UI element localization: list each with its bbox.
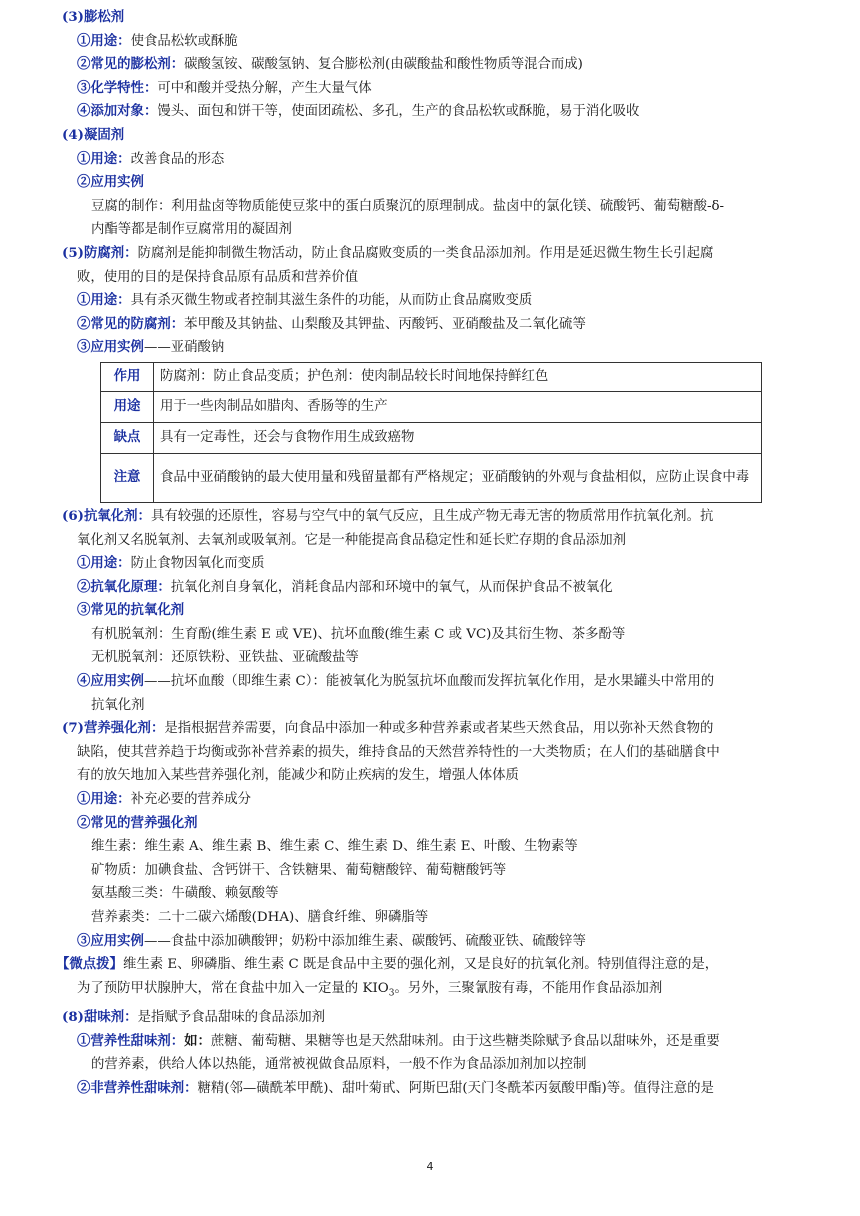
table-value: 食品中亚硝酸钠的最大使用量和残留量都有严格规定；亚硝酸钠的外观与食盐相似，应防止误食中毒 [154, 453, 762, 502]
tip-label: 【微点拨】 [56, 956, 123, 973]
paragraph-line: 有的放矢地加入某些营养强化剂，能减少和防止疾病的发生，增强人体体质 [77, 768, 519, 784]
section-title-coagulant: (4)凝固剂 [62, 126, 125, 143]
paragraph-line: 矿物质：加碘食盐、含钙饼干、含铁糖果、葡萄糖酸锌、葡萄糖酸钙等 [91, 862, 507, 878]
list-item: ①用途：补充必要的营养成分 [77, 791, 252, 808]
table-value: 防腐剂：防止食品变质；护色剂：使肉制品较长时间地保持鲜红色 [154, 362, 762, 391]
paragraph-line: 无机脱氧剂：还原铁粉、亚铁盐、亚硫酸盐等 [91, 650, 359, 666]
table-key: 注意 [101, 453, 154, 502]
paragraph-line: 有机脱氧剂：生育酚(维生素 E 或 VE)、抗坏血酸(维生素 C 或 VC)及其衍生物、茶多酚等 [91, 626, 626, 642]
list-item: ①用途：具有杀灭微生物或者控制其滋生条件的功能，从而防止食品腐败变质 [77, 292, 533, 309]
paragraph-line: 抗氧化剂 [91, 697, 145, 713]
list-item: ②常见的营养强化剂 [77, 814, 198, 831]
paragraph-line: 的营养素，供给人体以热能，通常被视做食品原料，一般不作为食品添加剂加以控制 [91, 1057, 587, 1073]
page-number: 4 [426, 1160, 434, 1173]
list-item: ③应用实例——食盐中添加碘酸钾；奶粉中添加维生素、碳酸钙、硫酸亚铁、硫酸锌等 [77, 932, 586, 949]
table-key: 缺点 [101, 422, 154, 453]
list-item: ①用途：改善食品的形态 [77, 150, 225, 167]
list-item: ④添加对象：馒头、面包和饼干等，使面团疏松、多孔，生产的食品松软或酥脆，易于消化吸收 [77, 103, 640, 120]
paragraph-line: 氧化剂又名脱氧剂、去氧剂或吸氧剂。它是一种能提高食品稳定性和延长贮存期的食品添加剂 [77, 532, 627, 548]
section-title-leavening: (3)膨松剂 [62, 9, 125, 25]
paragraph-line: 内酯等都是制作豆腐常用的凝固剂 [91, 222, 292, 238]
list-item: ③化学特性：可中和酸并受热分解，产生大量气体 [77, 79, 372, 96]
table-key: 作用 [101, 362, 154, 391]
paragraph-line: 豆腐的制作：利用盐卤等物质能使豆浆中的蛋白质聚沉的原理制成。盐卤中的氯化镁、硫酸钙、葡萄糖酸-δ- [91, 198, 725, 214]
paragraph-line: 缺陷，使其营养趋于均衡或弥补营养素的损失，维持食品的天然营养特性的一大类物质；在人们的基础膳食中 [77, 744, 720, 760]
table-row [101, 422, 762, 453]
tip-line: 为了预防甲状腺肿大，常在食盐中加入一定量的 $KIO_3$。另外，三聚氰胺有毒，不能用作食品添加剂 [77, 980, 663, 999]
list-item: ④应用实例——抗坏血酸（即维生素 C）：能被氧化为脱氢抗坏血酸而发挥抗氧化作用，是水果罐头中常用的 [77, 673, 715, 690]
list-item: ③常见的抗氧化剂 [77, 602, 185, 619]
list-item: ②非营养性甜味剂：糖精(邻—磺酰苯甲酰)、甜叶菊甙、阿斯巴甜(天门冬酰苯丙氨酸甲酯)等。值得注意的是 [77, 1079, 714, 1096]
section-title-fortifier: (7)营养强化剂：是指根据营养需要，向食品中添加一种或多种营养素或者某些天然食品，用以弥补天然食物的 [62, 720, 714, 737]
list-item: ②常见的防腐剂：苯甲酸及其钠盐、山梨酸及其钾盐、丙酸钙、亚硝酸盐及二氧化硫等 [77, 315, 586, 332]
list-item: ②应用实例 [77, 174, 144, 191]
section-title-antioxidant: (6)抗氧化剂：具有较强的还原性，容易与空气中的氧气反应，且生成产物无毒无害的物质常用作抗氧化剂。抗 [62, 507, 714, 524]
document-page [56, 6, 802, 1100]
table-row [101, 453, 762, 502]
list-item: ②常见的膨松剂：碳酸氢铵、碳酸氢钠、复合膨松剂(由碳酸盐和酸性物质等混合而成) [77, 56, 583, 73]
list-item: ③应用实例——亚硝酸钠 [77, 339, 225, 356]
table-value: 具有一定毒性，还会与食物作用生成致癌物 [154, 422, 762, 453]
list-item: ①营养性甜味剂：如：蔗糖、葡萄糖、果糖等也是天然甜味剂。由于这些糖类除赋予食品以甜味外，还是重要 [77, 1032, 720, 1049]
sodium-nitrite-table [100, 362, 762, 503]
paragraph-line: 维生素：维生素 A、维生素 B、维生素 C、维生素 D、维生素 E、叶酸、生物素等 [91, 839, 578, 855]
tip-line: 【微点拨】维生素 E、卵磷脂、维生素 C 既是食品中主要的强化剂，又是良好的抗氧化剂。特别值得注意的是， [56, 956, 719, 973]
table-row [101, 362, 762, 391]
paragraph-line: 败，使用的目的是保持食品原有品质和营养价值 [77, 269, 359, 285]
section-title-sweetener: (8)甜味剂：是指赋予食品甜味的食品添加剂 [62, 1009, 326, 1026]
section-title-preservative: (5)防腐剂：防腐剂是能抑制微生物活动，防止食品腐败变质的一类食品添加剂。作用是延迟微生物生长引起腐 [62, 244, 714, 261]
list-item: ①用途：防止食物因氧化而变质 [77, 555, 265, 572]
table-value: 用于一些肉制品如腊肉、香肠等的生产 [154, 391, 762, 422]
list-item: ①用途：使食品松软或酥脆 [77, 32, 238, 49]
paragraph-line: 营养素类：二十二碳六烯酸(DHA)、膳食纤维、卵磷脂等 [91, 910, 429, 925]
table-row [101, 391, 762, 422]
list-item: ②抗氧化原理：抗氧化剂自身氧化，消耗食品内部和环境中的氧气，从而保护食品不被氧化 [77, 578, 613, 595]
paragraph-line: 氨基酸三类：牛磺酸、赖氨酸等 [91, 886, 279, 902]
table-key: 用途 [101, 391, 154, 422]
